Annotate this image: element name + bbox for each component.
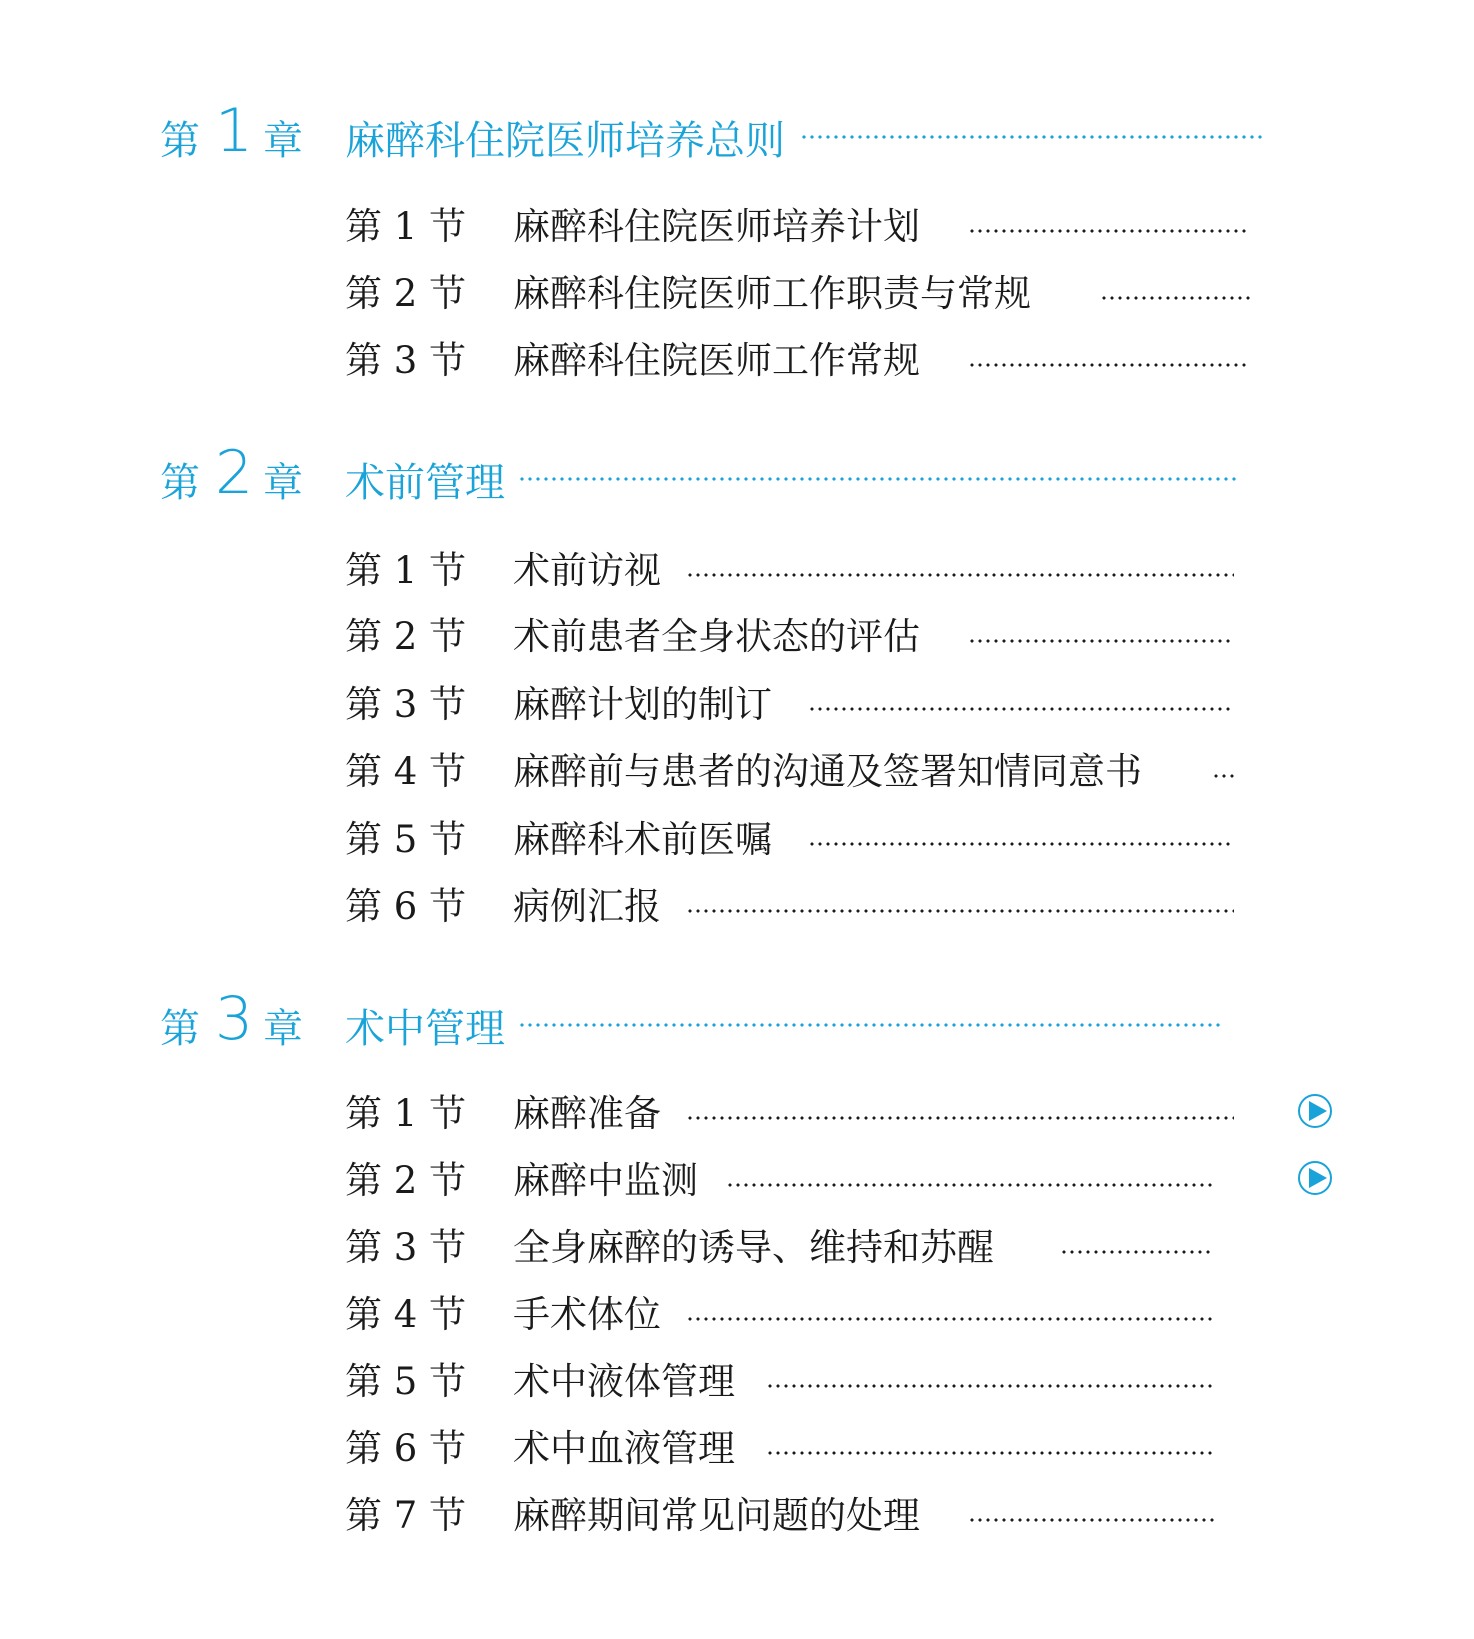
chapter-prefix: 第 bbox=[160, 1005, 200, 1052]
chapter-number: 3 bbox=[215, 984, 254, 1054]
section-label: 第 1 节 bbox=[345, 205, 467, 248]
chapter-prefix: 第 bbox=[160, 459, 200, 506]
section-title: 病例汇报 bbox=[513, 885, 661, 928]
play-circle-icon[interactable] bbox=[1298, 1161, 1332, 1195]
dot-leader bbox=[766, 1384, 1214, 1388]
dot-leader bbox=[968, 229, 1250, 233]
dot-leader bbox=[686, 573, 1234, 577]
section-title: 麻醉科住院医师工作职责与常规 bbox=[513, 272, 1031, 315]
chapter-title: 术前管理 bbox=[345, 459, 505, 506]
chapter-title: 术中管理 bbox=[345, 1005, 505, 1052]
section-label: 第 1 节 bbox=[345, 549, 467, 592]
section-title: 术前患者全身状态的评估 bbox=[513, 615, 920, 658]
section-label: 第 2 节 bbox=[345, 615, 467, 658]
section-title: 麻醉科住院医师培养计划 bbox=[513, 205, 920, 248]
dot-leader bbox=[968, 1518, 1214, 1522]
section-title: 术中液体管理 bbox=[513, 1360, 735, 1403]
section-title: 术前访视 bbox=[513, 549, 661, 592]
dot-leader bbox=[1060, 1250, 1214, 1254]
chapter-number: 2 bbox=[215, 438, 254, 508]
chapter-suffix: 章 bbox=[263, 459, 303, 506]
section-label: 第 2 节 bbox=[345, 272, 467, 315]
dot-leader bbox=[808, 707, 1234, 711]
dot-leader bbox=[968, 639, 1234, 643]
dot-leader bbox=[808, 842, 1234, 846]
section-label: 第 4 节 bbox=[345, 750, 467, 793]
dot-leader bbox=[726, 1183, 1214, 1187]
section-label: 第 5 节 bbox=[345, 818, 467, 861]
dot-leader bbox=[518, 477, 1240, 481]
section-title: 麻醉科住院医师工作常规 bbox=[513, 339, 920, 382]
section-label: 第 1 节 bbox=[345, 1092, 467, 1135]
section-title: 麻醉准备 bbox=[513, 1092, 661, 1135]
section-title: 麻醉科术前医嘱 bbox=[513, 818, 772, 861]
chapter-number: 1 bbox=[215, 96, 254, 166]
section-label: 第 6 节 bbox=[345, 1427, 467, 1470]
section-title: 麻醉期间常见问题的处理 bbox=[513, 1494, 920, 1537]
dot-leader bbox=[1212, 774, 1234, 778]
section-title: 麻醉计划的制订 bbox=[513, 683, 772, 726]
section-title: 麻醉前与患者的沟通及签署知情同意书 bbox=[513, 750, 1142, 793]
section-title: 全身麻醉的诱导、维持和苏醒 bbox=[513, 1226, 994, 1269]
chapter-suffix: 章 bbox=[263, 1005, 303, 1052]
dot-leader bbox=[968, 363, 1250, 367]
dot-leader bbox=[800, 135, 1262, 139]
section-label: 第 5 节 bbox=[345, 1360, 467, 1403]
section-title: 术中血液管理 bbox=[513, 1427, 735, 1470]
dot-leader bbox=[686, 1116, 1234, 1120]
dot-leader bbox=[686, 1317, 1214, 1321]
section-label: 第 3 节 bbox=[345, 339, 467, 382]
dot-leader bbox=[686, 909, 1234, 913]
play-circle-icon[interactable] bbox=[1298, 1094, 1332, 1128]
section-label: 第 2 节 bbox=[345, 1159, 467, 1202]
chapter-suffix: 章 bbox=[263, 117, 303, 164]
dot-leader bbox=[1100, 296, 1250, 300]
section-label: 第 4 节 bbox=[345, 1293, 467, 1336]
section-label: 第 3 节 bbox=[345, 683, 467, 726]
section-title: 手术体位 bbox=[513, 1293, 661, 1336]
dot-leader bbox=[766, 1451, 1214, 1455]
chapter-title: 麻醉科住院医师培养总则 bbox=[345, 117, 785, 164]
section-label: 第 3 节 bbox=[345, 1226, 467, 1269]
section-label: 第 7 节 bbox=[345, 1494, 467, 1537]
section-title: 麻醉中监测 bbox=[513, 1159, 698, 1202]
dot-leader bbox=[518, 1023, 1224, 1027]
section-label: 第 6 节 bbox=[345, 885, 467, 928]
chapter-prefix: 第 bbox=[160, 117, 200, 164]
